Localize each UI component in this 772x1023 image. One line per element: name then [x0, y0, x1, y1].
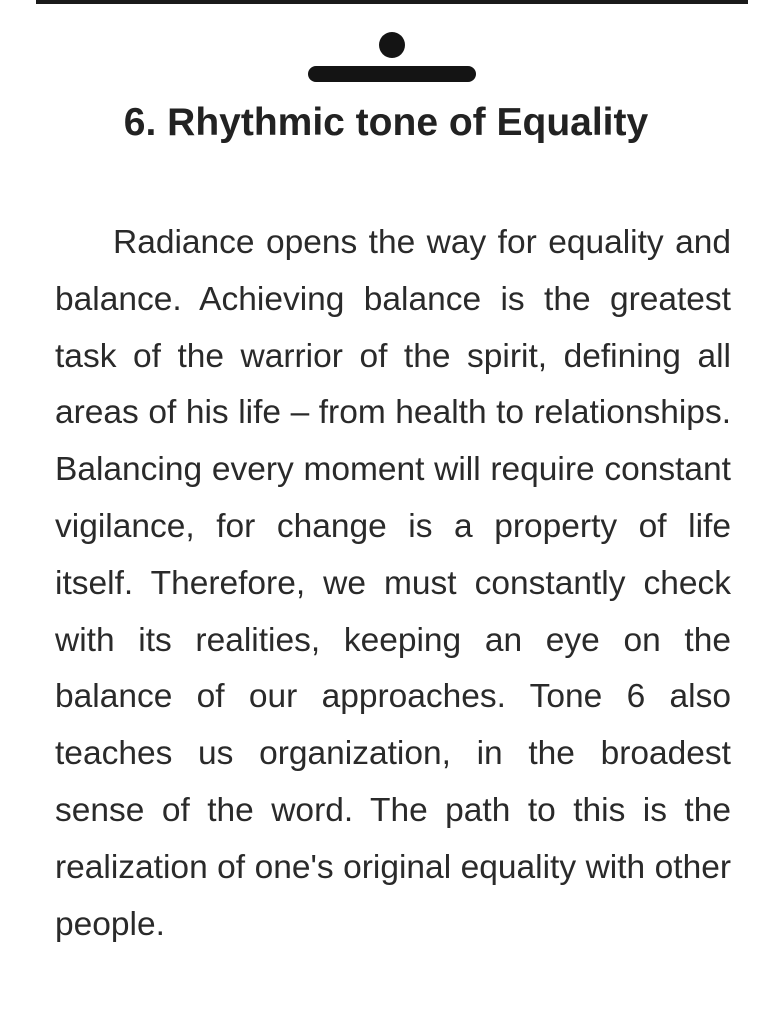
section-paragraph: Radiance opens the way for equality and balance. Achieving balance is the greatest task of the warrior of the spirit, defining all areas of his life – from health to relationships. Balancing every moment will require constant vigilance, for change is a property of life itself. Therefore, we must constantly check with its realities, keeping an eye on the balance of our approaches. Tone 6 also teaches us organization, in the broadest sense of the word. The path to this is the realization of one's original equality with other people.: [55, 224, 731, 943]
section-title: 6. Rhythmic tone of Equality: [123, 101, 649, 144]
tone-dot-icon: [379, 32, 405, 58]
top-divider: [36, 0, 748, 4]
tone-bar-icon: [308, 66, 476, 82]
tone-symbol-icon: [308, 30, 476, 84]
